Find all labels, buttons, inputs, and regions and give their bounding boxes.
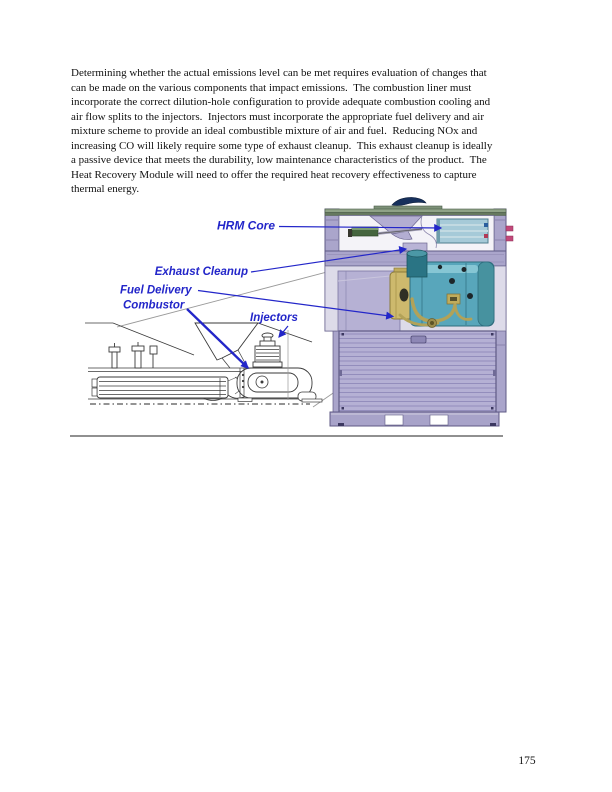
engine-line-drawing [85,323,322,404]
combustor-label: Combustor [123,299,185,312]
paragraph-line: air flow splits to the injectors. Injectors must incorporate the appropriate fuel delivery and air [71,110,484,123]
top-plate [325,209,506,213]
engine-housing [237,368,322,402]
figure-diagram [70,195,515,440]
fuel-delivery-label: Fuel Delivery [120,284,192,297]
forklift-slot [430,415,448,425]
hrm-core [437,219,488,243]
injectors-leader [279,326,288,337]
body-paragraph [71,66,549,197]
tube-stack [92,377,228,398]
forklift-slot [385,415,403,425]
pink-fitting [506,236,513,241]
base-rail [330,412,499,426]
paragraph-line: mixture scheme to provide an ideal combustible mixture of air and fuel. Reducing NOx and [71,125,478,137]
page-number: 175 [518,755,536,767]
exhaust-cleanup-label: Exhaust Cleanup [154,266,248,278]
figure-divider-rule [70,435,503,437]
paragraph-line: Determining whether the actual emissions level can be met requires evaluation of changes that [71,67,487,79]
exhaust-cap [392,197,426,205]
louver-door [339,331,496,412]
injectors-label: Injectors [250,312,298,324]
paragraph-line: incorporate the correct dilution-hole configuration to provide adequate combustion cooling and [71,96,491,108]
paragraph-line: can be made on the various components that impact emissions. The combustion liner must [71,81,472,94]
paragraph-line: Heat Recovery Module will need to offer the required heat recovery effectiveness to capture [71,168,477,181]
paragraph-line: thermal energy. [71,183,140,195]
hopper [195,323,258,360]
paragraph-line: increasing CO will likely require some type of exhaust cleanup. This exhaust cleanup is ideally [71,139,493,152]
pink-fitting [506,226,513,231]
hrm-core-label: HRM Core [216,218,275,233]
paragraph-line: a passive device that meets the durability, low maintenance characteristics of the product. The [71,154,487,166]
support-posts [109,342,144,368]
door-handle [411,336,426,343]
